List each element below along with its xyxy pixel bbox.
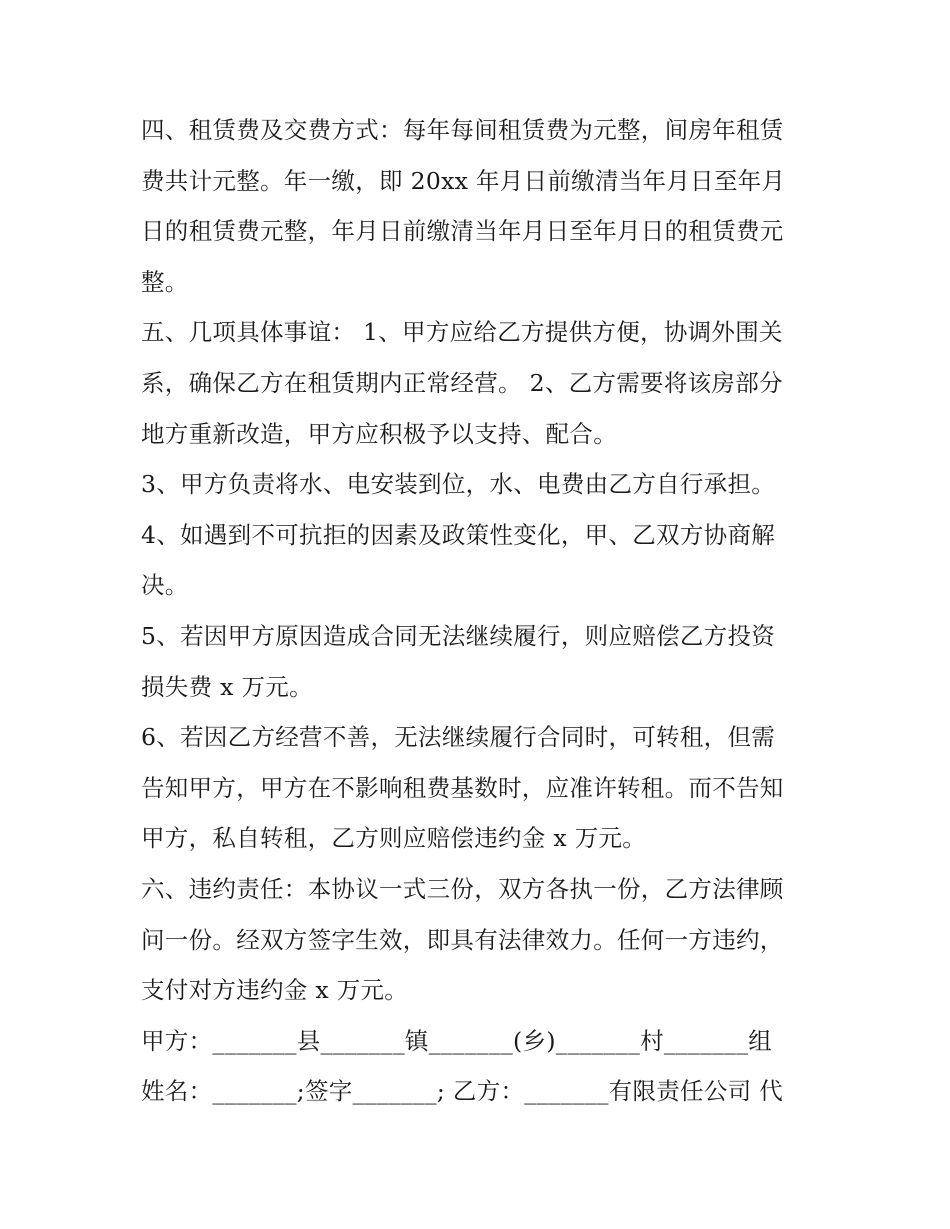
- text-line: 四、租赁费及交费方式：每年每间租赁费为元整，间房年租赁: [141, 116, 784, 144]
- text-line: 5、若因甲方原因造成合同无法继续履行，则应赔偿乙方投资: [141, 621, 776, 650]
- text-line: 整。: [141, 267, 189, 296]
- text-line: 六、违约责任：本协议一式三份，双方各执一份，乙方法律顾: [141, 874, 784, 903]
- text-line: 决。: [141, 571, 189, 600]
- text-line: 日的租赁费元整，年月日前缴清当年月日至年月日的租赁费元: [141, 217, 784, 246]
- text-line: 告知甲方，甲方在不影响租费基数时，应准许转租。而不告知: [141, 773, 784, 802]
- text-line: 系，确保乙方在租赁期内正常经营。 2、乙方需要将该房部分: [141, 368, 783, 397]
- text-line: 6、若因乙方经营不善，无法继续履行合同时，可转租，但需: [141, 723, 776, 752]
- text-line: 甲方，私自转租，乙方则应赔偿违约金 x 万元。: [141, 824, 647, 853]
- text-line: 费共计元整。年一缴，即 20xx 年月日前缴清当年月日至年月: [141, 166, 786, 195]
- document-body: [141, 105, 821, 1117]
- text-line: 4、如遇到不可抗拒的因素及政策性变化，甲、乙双方协商解: [141, 520, 776, 549]
- text-line: 问一份。经双方签字生效，即具有法律效力。任何一方违约，: [141, 925, 784, 954]
- text-line: 支付对方违约金 x 万元。: [141, 976, 409, 1005]
- text-line: 地方重新改造，甲方应积极予以支持、配合。: [141, 419, 617, 448]
- text-line: 损失费 x 万元。: [141, 672, 313, 701]
- text-line: 姓名：_______;签字_______; 乙方：_______有限责任公司 代: [141, 1077, 784, 1106]
- text-line: 3、甲方负责将水、电安装到位，水、电费由乙方自行承担。: [141, 470, 776, 499]
- text-line: 甲方：_______县_______镇_______(乡)_______村_______组: [141, 1026, 773, 1055]
- text-line: 五、几项具体事谊： 1、甲方应给乙方提供方便，协调外围关: [141, 318, 783, 347]
